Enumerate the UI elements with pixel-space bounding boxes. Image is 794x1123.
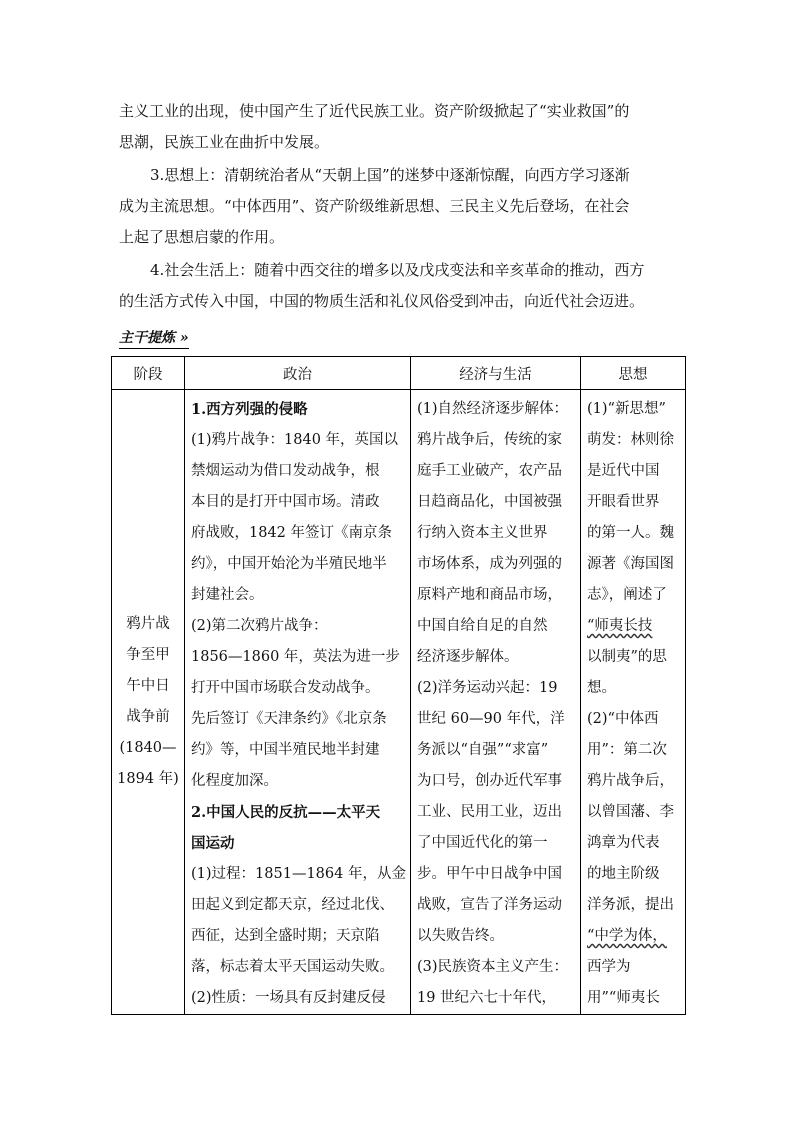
text-line: 鸦片战 (126, 616, 170, 632)
header-thought: 思想 (581, 357, 686, 390)
text-line: 想。 (587, 680, 616, 696)
text-line: 本目的是打开中国市场。清政 (191, 494, 380, 510)
text-line: 封建社会。 (191, 587, 264, 603)
text-line: 思潮，民族工业在曲折中发展。 (119, 133, 330, 151)
text-line: (2)性质：一场具有反封建反侵 (191, 990, 386, 1006)
text-line: 中国自给自足的自然 (417, 618, 548, 634)
table-header-row (112, 357, 686, 390)
text-line: 成为主流思想。“中体西用”、资产阶级维新思想、三民主义先后登场，在社会 (119, 197, 630, 215)
text-line: (2)洋务运动兴起：19 (417, 680, 558, 696)
politics-cell (185, 390, 411, 1015)
text-line: (2)第二次鸦片战争： (191, 618, 328, 634)
text-line: (1)鸦片战争：1840 年，英国以 (191, 432, 399, 448)
text-line: 的生活方式传入中国，中国的物质生活和礼仪风俗受到冲击，向近代社会迈进。 (119, 292, 645, 310)
text-line: 了中国近代化的第一 (417, 835, 548, 851)
text-line: 化程度加深。 (191, 773, 278, 789)
header-politics: 政治 (185, 357, 411, 390)
text-line: 上起了思想启蒙的作用。 (119, 228, 285, 246)
intro-paragraph-1 (119, 96, 685, 158)
intro-paragraph-3 (119, 255, 685, 317)
thought-cell (581, 390, 686, 1015)
text-line: 的第一人。魏 (587, 525, 674, 541)
text-line: (1)自然经济逐步解体： (417, 401, 569, 417)
text-line: 国运动 (191, 835, 235, 852)
text-line: 西征，达到全盛时期；天京陷 (191, 928, 380, 944)
text-line: 用”“师夷长 (587, 990, 660, 1006)
text-line: (1840— (119, 740, 177, 756)
text-line: 鸦片战争后，传统的家 (417, 432, 562, 448)
text-line: 主义工业的出现，使中国产生了近代民族工业。资产阶级掀起了“实业救国”的 (119, 102, 630, 120)
text-line: (1)过程：1851—1864 年，从金 (191, 866, 406, 882)
text-line: (1)“新思想” (587, 401, 666, 417)
text-line: “中学为体， (587, 928, 667, 944)
economy-cell (411, 390, 581, 1015)
stage-cell (112, 390, 185, 1015)
text-line: 源著《海国图 (587, 556, 674, 572)
text-line: 行纳入资本主义世界 (417, 525, 548, 541)
text-line: 午中日 (126, 678, 170, 694)
text-line: 先后签订《天津条约》《北京条 (191, 711, 387, 727)
text-line: 步。甲午中日战争中国 (417, 866, 562, 882)
text-line: 禁烟运动为借口发动战争，根 (191, 463, 380, 479)
text-line: 世纪 60—90 年代，洋 (417, 711, 565, 727)
text-line: 府战败，1842 年签订《南京条 (191, 525, 393, 541)
text-line: 以制夷”的思 (587, 649, 667, 665)
table-row (112, 390, 686, 1015)
text-line: 经济逐步解体。 (417, 649, 519, 665)
text-line: 西学为 (587, 959, 631, 975)
text-line: 1894 年) (117, 771, 179, 787)
text-line: 打开中国市场联合发动战争。 (191, 680, 380, 696)
text-line: 3.思想上：清朝统治者从“天朝上国”的迷梦中逐渐惊醒，向西方学习逐渐 (150, 166, 630, 184)
text-line: (3)民族资本主义产生： (417, 959, 569, 975)
text-line: 约》，中国开始沦为半殖民地半 (191, 556, 387, 572)
text-line: “师夷长技 (587, 618, 653, 634)
text-line: 志》，阐述了 (587, 587, 667, 603)
text-line: 工业、民用工业，迈出 (417, 804, 562, 820)
text-line: 萌发：林则徐 (587, 432, 674, 448)
text-line: 是近代中国 (587, 463, 660, 479)
text-line: (2)“中体西 (587, 711, 659, 727)
text-line: 庭手工业破产，农产品 (417, 463, 562, 479)
text-line: 鸦片战争后， (587, 773, 674, 789)
text-line: 1856—1860 年，英法为进一步 (191, 649, 400, 665)
intro-paragraph-2 (119, 160, 685, 253)
header-stage: 阶段 (112, 357, 185, 390)
text-line: 以失败告终。 (417, 928, 504, 944)
text-line: 田起义到定都天京，经过北伐、 (191, 897, 394, 913)
text-line: 为口号，创办近代军事 (417, 773, 562, 789)
text-line: 2.中国人民的反抗——太平天 (191, 804, 381, 821)
text-line: 战败，宣告了洋务运动 (417, 897, 562, 913)
text-line: 19 世纪六七十年代， (417, 990, 557, 1006)
text-line: 原料产地和商品市场， (417, 587, 562, 603)
text-line: 务派以“自强”“求富” (417, 742, 549, 758)
text-line: 争至甲 (126, 647, 170, 663)
text-line: 4.社会生活上：随着中西交往的增多以及戊戌变法和辛亥革命的推动，西方 (150, 261, 645, 279)
text-line: 落，标志着太平天国运动失败。 (191, 959, 394, 975)
text-line: 市场体系，成为列强的 (417, 556, 562, 572)
text-line: 的地主阶级 (587, 866, 660, 882)
header-economy: 经济与生活 (411, 357, 581, 390)
text-line: 日趋商品化，中国被强 (417, 494, 562, 510)
text-line: 战争前 (126, 709, 170, 725)
text-line: 洋务派，提出 (587, 897, 674, 913)
text-line: 用”：第二次 (587, 742, 667, 758)
text-line: 1.西方列强的侵略 (191, 401, 308, 418)
text-line: 开眼看世界 (587, 494, 660, 510)
text-line: 约》等，中国半殖民地半封建 (191, 742, 380, 758)
text-line: 鸿章为代表 (587, 835, 660, 851)
section-title: 主干提炼 » (119, 329, 189, 349)
summary-table (111, 356, 686, 1015)
text-line: 以曾国藩、李 (587, 804, 674, 820)
